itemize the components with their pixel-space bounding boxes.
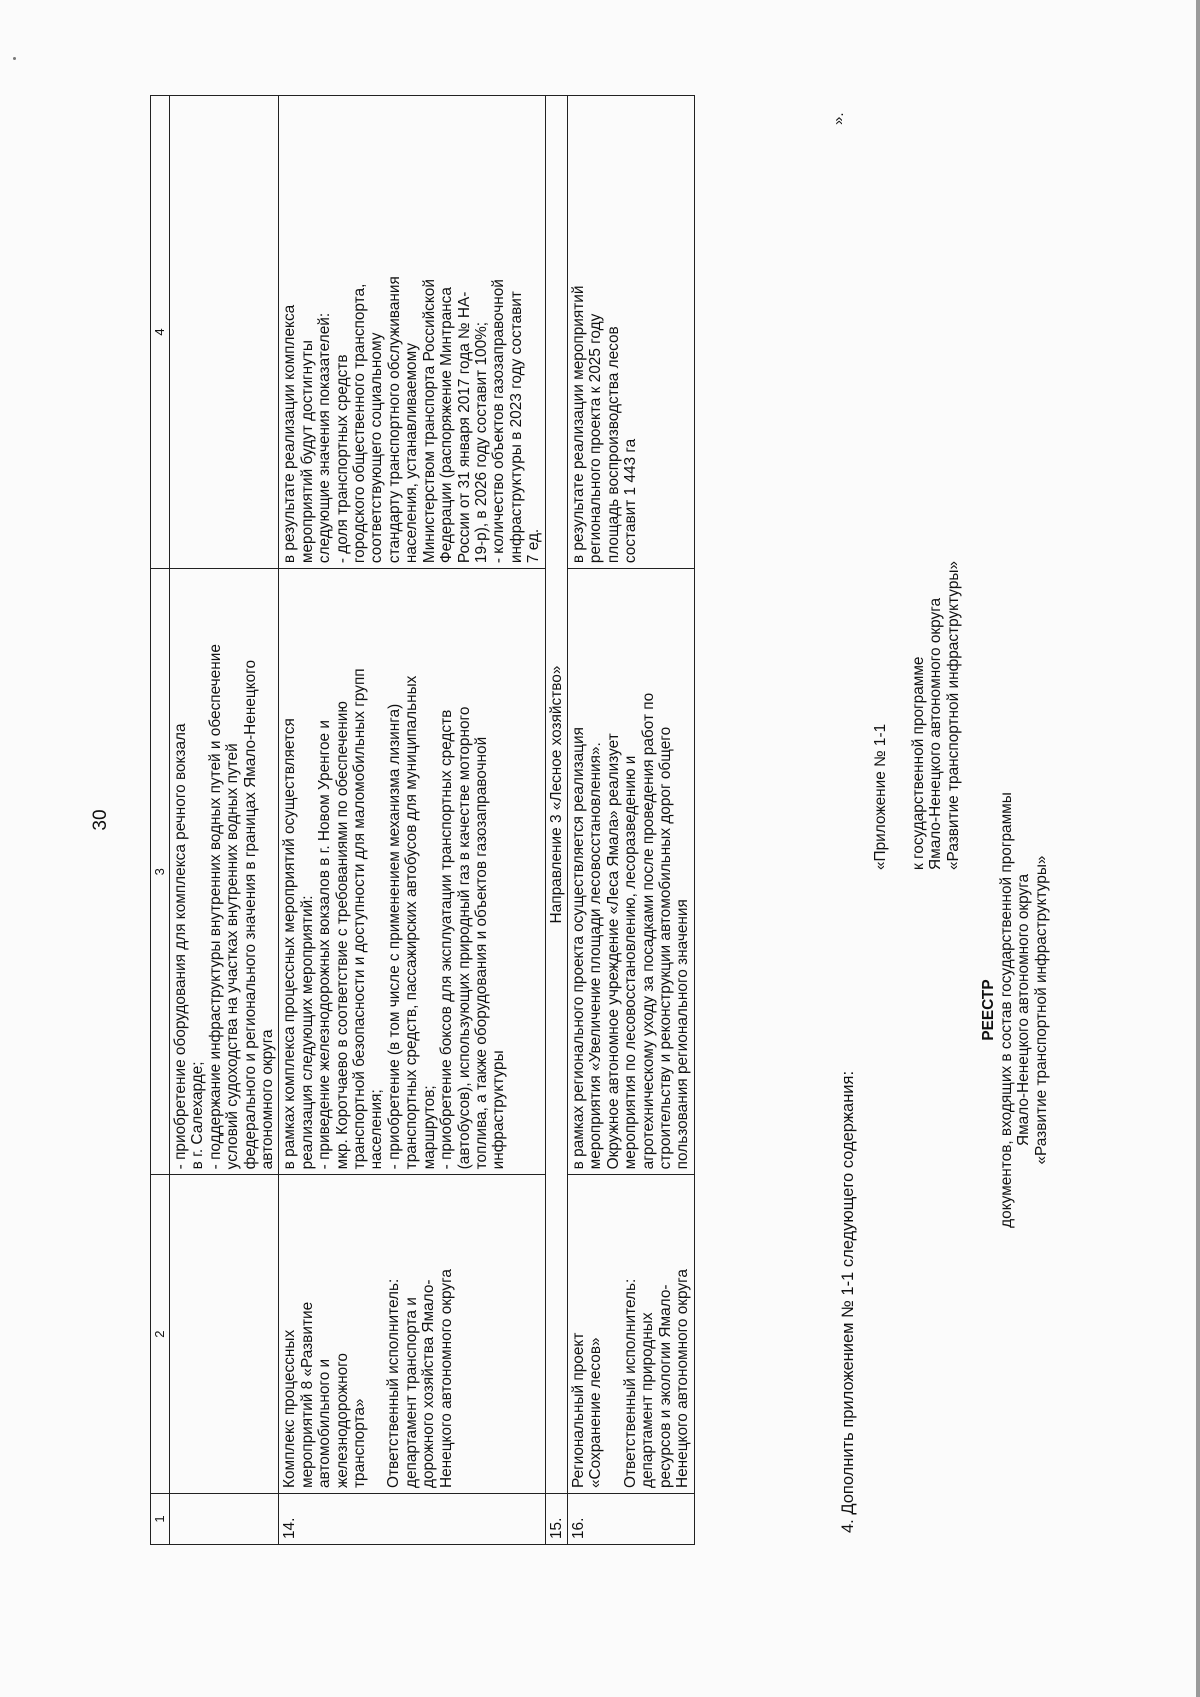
measure-name-cell [170,1175,279,1494]
table-row [279,96,545,1545]
attachment-line: «Развитие транспортной инфраструктуры» [944,560,962,870]
activities-text: в рамках комплекса процессных мероприятий осуществляется реализация следующих мероприятий: - приведение железнодорожных вокзалов в г. Новом Уренгое и мкр. Коротчаево в соответствие с требованиями по обеспечению транспортной безопасности и доступности для маломобильных групп населения; - приобретение (в том числе с применением механизма лизинга) транспортных средств, пассажирских автобусов для муниципальных маршрутов; - приобретение боксов для эксплуатации транспортных средств (автобусов), использующих природный газ в качестве моторного топлива, а также оборудования и объектов газозаправочной инфраструктуры [281,668,508,1170]
table-row [545,96,567,1545]
measure-name-paragraph: Ответственный исполнитель: департамент природных ресурсов и экологии Ямало- Ненецкого автономного округа [621,1269,691,1489]
activities-cell [170,569,279,1175]
measure-name-paragraph: Региональный проект «Сохранение лесов» [569,1332,605,1489]
attachment-title: «Приложение № 1-1 [872,723,889,870]
registry-line: Ямало-Ненецкого автономного округа [1015,873,1032,1147]
table-row [170,96,279,1545]
activities-text: - приобретение оборудования для комплекса речного вокзала в г. Салехарде; - поддержание инфраструктуры внутренних водных путей и обеспечение условий судоходства на участках внутренних водных путей федерального и регионального значения в границах Ямало-Ненецкого автономного округа [172,644,277,1170]
column-header-2: 2 [151,1175,170,1494]
amendment-instruction: 4. Дополнить приложением № 1-1 следующего содержания: [839,1070,857,1533]
page-number: 30 [90,809,111,831]
attachment-line: к государственной программе [909,656,927,870]
activities-cell [567,569,694,1175]
paragraph-gap [605,1180,622,1488]
measure-name-paragraph: Комплекс процессных мероприятий 8 «Развитие автомобильного и железнодорожного транспорта» [281,1301,369,1489]
row-number: 16. [567,1494,694,1545]
activities-text: в рамках регионального проекта осуществляется реализация мероприятия «Увеличение площади лесовосстановления». Окружное автономное учреждение «Леса Ямала» реализует мероприятия по лесовосстановлению, лесоразведению и агротехническому уходу за посадками после проведения работ по строительству и реконструкции автомобильных дорог общего пользования регионального значения [569,692,692,1170]
row-number [170,1494,279,1545]
results-text: в результате реализации комплекса мероприятий будут достигнуты следующие значения показателей: - доля транспортных средств городского общественного транспорта, соответствующего социальному стандарту транспортного обслуживания населения, устанавливаемому Министерством транспорта Российской Федерации (распоряжение Минтранса России от 31 января 2017 года № НА- 19-р), в 2026 году составит 100%; - количество объектов газозаправочной инфраструктуры в 2023 году составит 7 ед. [281,276,543,564]
registry-line: документов, входящих в состав государственной программы [997,792,1015,1228]
attachment-line: Ямало-Ненецкого автономного округа [927,597,944,870]
results-cell [567,96,694,569]
closing-quote-mark: ». [830,112,847,125]
results-cell [279,96,545,569]
registry-line: «Развитие транспортной инфраструктуры» [1032,855,1050,1165]
column-header-4: 4 [151,96,170,569]
measures-table [150,95,695,1545]
registry-title: РЕЕСТР [980,979,997,1041]
rotated-landscape-page [90,95,1190,1545]
column-header-1: 1 [151,1494,170,1545]
activities-cell [279,569,545,1175]
registry-heading [980,700,1050,1320]
results-text: в результате реализации мероприятий регионального проекта к 2025 году площадь воспроизводства лесов составит 1 443 га [569,285,640,564]
results-cell [170,96,279,569]
direction-title: Направление 3 «Лесное хозяйство» [545,96,567,1494]
paragraph-gap [368,1180,385,1488]
table-row [567,96,694,1545]
measure-name-cell [567,1175,694,1494]
table-body [151,96,695,1545]
measure-name-cell [279,1175,545,1494]
scan-speck [13,57,16,60]
row-number: 15. [545,1494,567,1545]
attachment-heading [872,561,962,870]
table-header-row [151,96,170,1545]
row-number: 14. [279,1494,545,1545]
measure-name-paragraph: Ответственный исполнитель: департамент транспорта и дорожного хозяйства Ямало- Ненецкого автономного округа [385,1269,455,1489]
column-header-3: 3 [151,569,170,1175]
